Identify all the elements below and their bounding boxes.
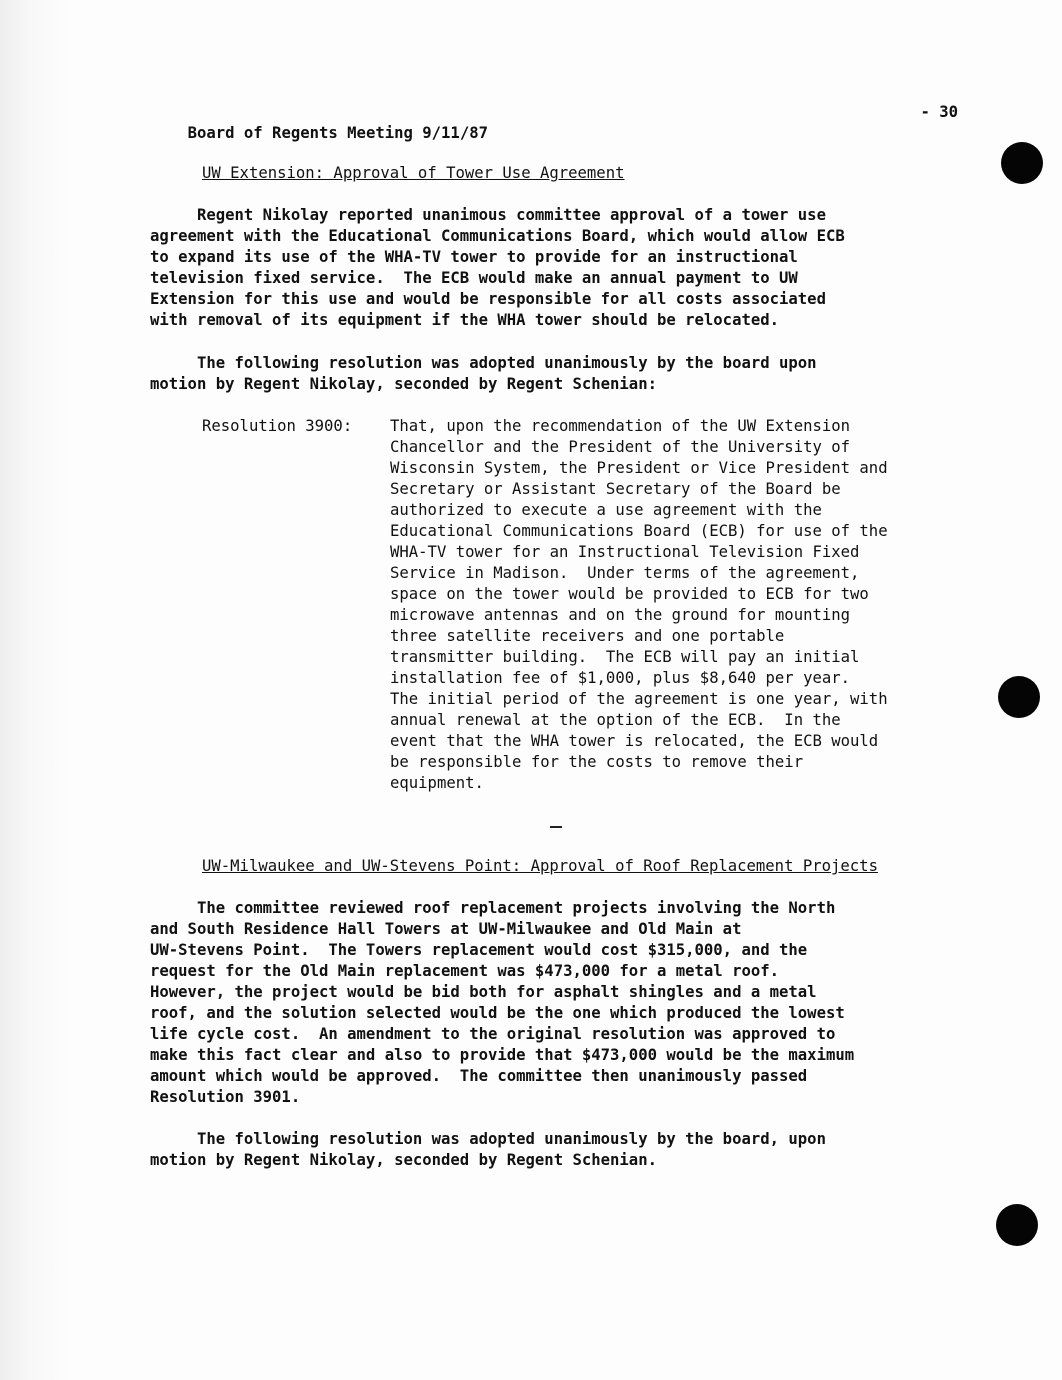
text-line: Secretary or Assistant Secretary of the Board be: [390, 480, 841, 498]
text-line: event that the WHA tower is relocated, the ECB would: [390, 732, 879, 750]
binder-hole-middle: [998, 676, 1040, 718]
text-line: motion by Regent Nikolay, seconded by Regent Schenian:: [150, 375, 657, 393]
text-line: Wisconsin System, the President or Vice President and: [390, 459, 888, 477]
text-line: The following resolution was adopted unanimously by the board upon: [150, 354, 817, 372]
text-line: with removal of its equipment if the WHA tower should be relocated.: [150, 311, 780, 329]
text-line: WHA-TV tower for an Instructional Television Fixed: [390, 543, 860, 561]
section2-paragraph2: [150, 1129, 940, 1171]
section1-paragraph2: [150, 353, 940, 395]
page-number: - 30: [920, 103, 958, 121]
text-line: microwave antennas and on the ground for mounting: [390, 606, 851, 624]
text-line: equipment.: [390, 774, 484, 792]
text-line: three satellite receivers and one portable: [390, 627, 785, 645]
text-line: That, upon the recommendation of the UW Extension: [390, 417, 851, 435]
text-line: space on the tower would be provided to ECB for two: [390, 585, 869, 603]
section2-paragraph1: [150, 898, 940, 1108]
text-line: agreement with the Educational Communications Board, which would allow ECB: [150, 227, 845, 245]
section1-paragraph1: [150, 205, 940, 331]
text-line: Extension for this use and would be responsible for all costs associated: [150, 290, 826, 308]
text-line: Chancellor and the President of the University of: [390, 438, 851, 456]
scan-edge-shading: [0, 0, 70, 1380]
text-line: and South Residence Hall Towers at UW-Milwaukee and Old Main at: [150, 920, 742, 938]
text-line: UW-Stevens Point. The Towers replacement would cost $315,000, and the: [150, 941, 808, 959]
section1-heading: UW Extension: Approval of Tower Use Agreement: [202, 164, 625, 182]
resolution-text: [390, 416, 950, 794]
header-meeting-title: Board of Regents Meeting 9/11/87: [187, 124, 488, 142]
stray-mark: [550, 826, 562, 828]
text-line: The initial period of the agreement is one year, with: [390, 690, 888, 708]
text-line: be responsible for the costs to remove their: [390, 753, 804, 771]
text-line: installation fee of $1,000, plus $8,640 per year.: [390, 669, 851, 687]
text-line: transmitter building. The ECB will pay an initial: [390, 648, 860, 666]
text-line: request for the Old Main replacement was $473,000 for a metal roof.: [150, 962, 780, 980]
text-line: The following resolution was adopted unanimously by the board, upon: [150, 1130, 826, 1148]
resolution-label: Resolution 3900:: [202, 417, 353, 435]
text-line: television fixed service. The ECB would make an annual payment to UW: [150, 269, 798, 287]
text-line: amount which would be approved. The committee then unanimously passed: [150, 1067, 808, 1085]
binder-hole-top: [1001, 142, 1043, 184]
text-line: authorized to execute a use agreement with the: [390, 501, 822, 519]
text-line: motion by Regent Nikolay, seconded by Regent Schenian.: [150, 1151, 657, 1169]
text-line: make this fact clear and also to provide that $473,000 would be the maximum: [150, 1046, 855, 1064]
text-line: to expand its use of the WHA-TV tower to provide for an instructional: [150, 248, 798, 266]
text-line: Regent Nikolay reported unanimous committee approval of a tower use: [150, 206, 826, 224]
text-line: The committee reviewed roof replacement projects involving the North: [150, 899, 836, 917]
text-line: However, the project would be bid both for asphalt shingles and a metal: [150, 983, 817, 1001]
text-line: annual renewal at the option of the ECB. In the: [390, 711, 841, 729]
text-line: Service in Madison. Under terms of the agreement,: [390, 564, 860, 582]
text-line: Educational Communications Board (ECB) for use of the: [390, 522, 888, 540]
text-line: roof, and the solution selected would be the one which produced the lowest: [150, 1004, 845, 1022]
text-line: Resolution 3901.: [150, 1088, 301, 1106]
binder-hole-bottom: [996, 1204, 1038, 1246]
text-line: life cycle cost. An amendment to the original resolution was approved to: [150, 1025, 836, 1043]
section2-heading: UW-Milwaukee and UW-Stevens Point: Approval of Roof Replacement Projects: [202, 857, 878, 875]
